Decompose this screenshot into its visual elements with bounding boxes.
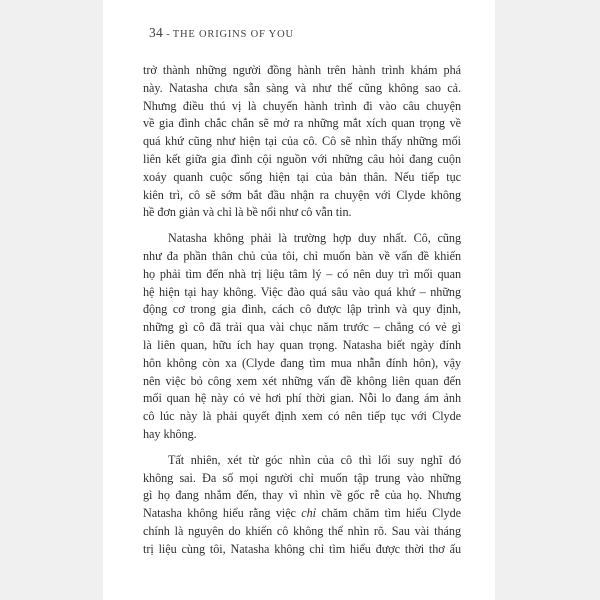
book-page <box>103 0 495 600</box>
text-line: gì họ đang nhắm đến, thay vì nhìn về gốc rễ của họ. Nhưng <box>143 488 461 503</box>
text-line: trị liệu cùng tôi, Natasha không chỉ tìm hiểu được thời thơ ấu <box>143 541 461 556</box>
book-title: THE ORIGINS OF YOU <box>172 29 294 40</box>
page-number: 34 <box>149 25 164 40</box>
text-line: xoáy quanh cuộc sống hiện tại của bản thân. Nếu tiếp tục <box>143 169 461 184</box>
text-line: hề đơn giản và chỉ là bề nổi như cô vẫn tin. <box>143 205 352 220</box>
text-line: này. Natasha chưa sẵn sàng và như thế cũng không sao cả. <box>143 80 461 95</box>
text-line: nên việc bỏ công xem xét những vấn đề không liên quan đến <box>143 373 461 388</box>
paragraph <box>143 452 461 559</box>
page-body-text <box>143 62 461 559</box>
text-line: kiên trì, cô sẽ sớm bắt đầu nhận ra chuyện với Clyde không <box>143 187 461 202</box>
paragraph <box>143 230 461 444</box>
text-line: hôn không còn xa (Clyde đang tìm mua nhẫn đính hôn), vậy <box>143 355 461 370</box>
text-line: hệ hiện tại hay không. Việc đào quá sâu vào quá khứ – những <box>143 284 461 299</box>
text-line: không sai. Đa số mọi người chỉ muốn tập trung vào những <box>143 470 461 485</box>
text-line: chính là nguyên do khiến cô không thể nhìn rõ. Sau vài tháng <box>143 523 461 538</box>
text-line: Nhưng điều thú vị là chuyến hành trình đi vào câu chuyện <box>143 98 461 113</box>
text-line: trở thành những người đồng hành trên hành trình khám phá <box>143 63 461 77</box>
text-line: Tất nhiên, xét từ góc nhìn của cô thì lối suy nghĩ đó <box>168 452 461 467</box>
page-header <box>149 24 469 42</box>
text-line: mối quan hệ này có vẻ hơi phí thời gian. Nỗi lo đang ám ảnh <box>143 391 461 406</box>
text-line: họ phải tìm đến nhà trị liệu tâm lý – có nên duy trì mối quan <box>143 266 461 281</box>
text-line: động cơ trong gia đình, cách cô được lập trình và quy định, <box>143 302 461 317</box>
text-line: là liên quan, hữu ích hay quan trọng. Natasha biết ngày đính <box>143 337 461 352</box>
text-line: quá khứ cũng như hiện tại của cô. Cô sẽ nhìn thấy những mối <box>143 134 461 149</box>
text-line: cô lúc này là phải quyết định xem có nên tiếp tục với Clyde <box>143 409 461 424</box>
text-line: liên kết giữa gia đình cội nguồn với những câu hỏi đang cuộn <box>143 151 461 166</box>
text-line: hay không. <box>143 426 197 441</box>
text-line: Natasha không phải là trường hợp duy nhất. Cô, cũng <box>168 231 461 246</box>
text-line: về gia đình chắc chắn sẽ mở ra những mắt xích quan trọng về <box>143 116 461 131</box>
text-line: những gì cô đã trải qua vài chục năm trước – chẳng có vẻ gì <box>143 320 461 335</box>
header-separator: - <box>166 28 170 40</box>
text-line: như đa phần thân chủ của tôi, chỉ muốn bàn về vấn đề khiến <box>143 248 461 263</box>
paragraph <box>143 62 461 222</box>
text-line: Natasha không hiểu rằng việc chỉ chăm chăm tìm hiểu Clyde <box>143 506 461 521</box>
